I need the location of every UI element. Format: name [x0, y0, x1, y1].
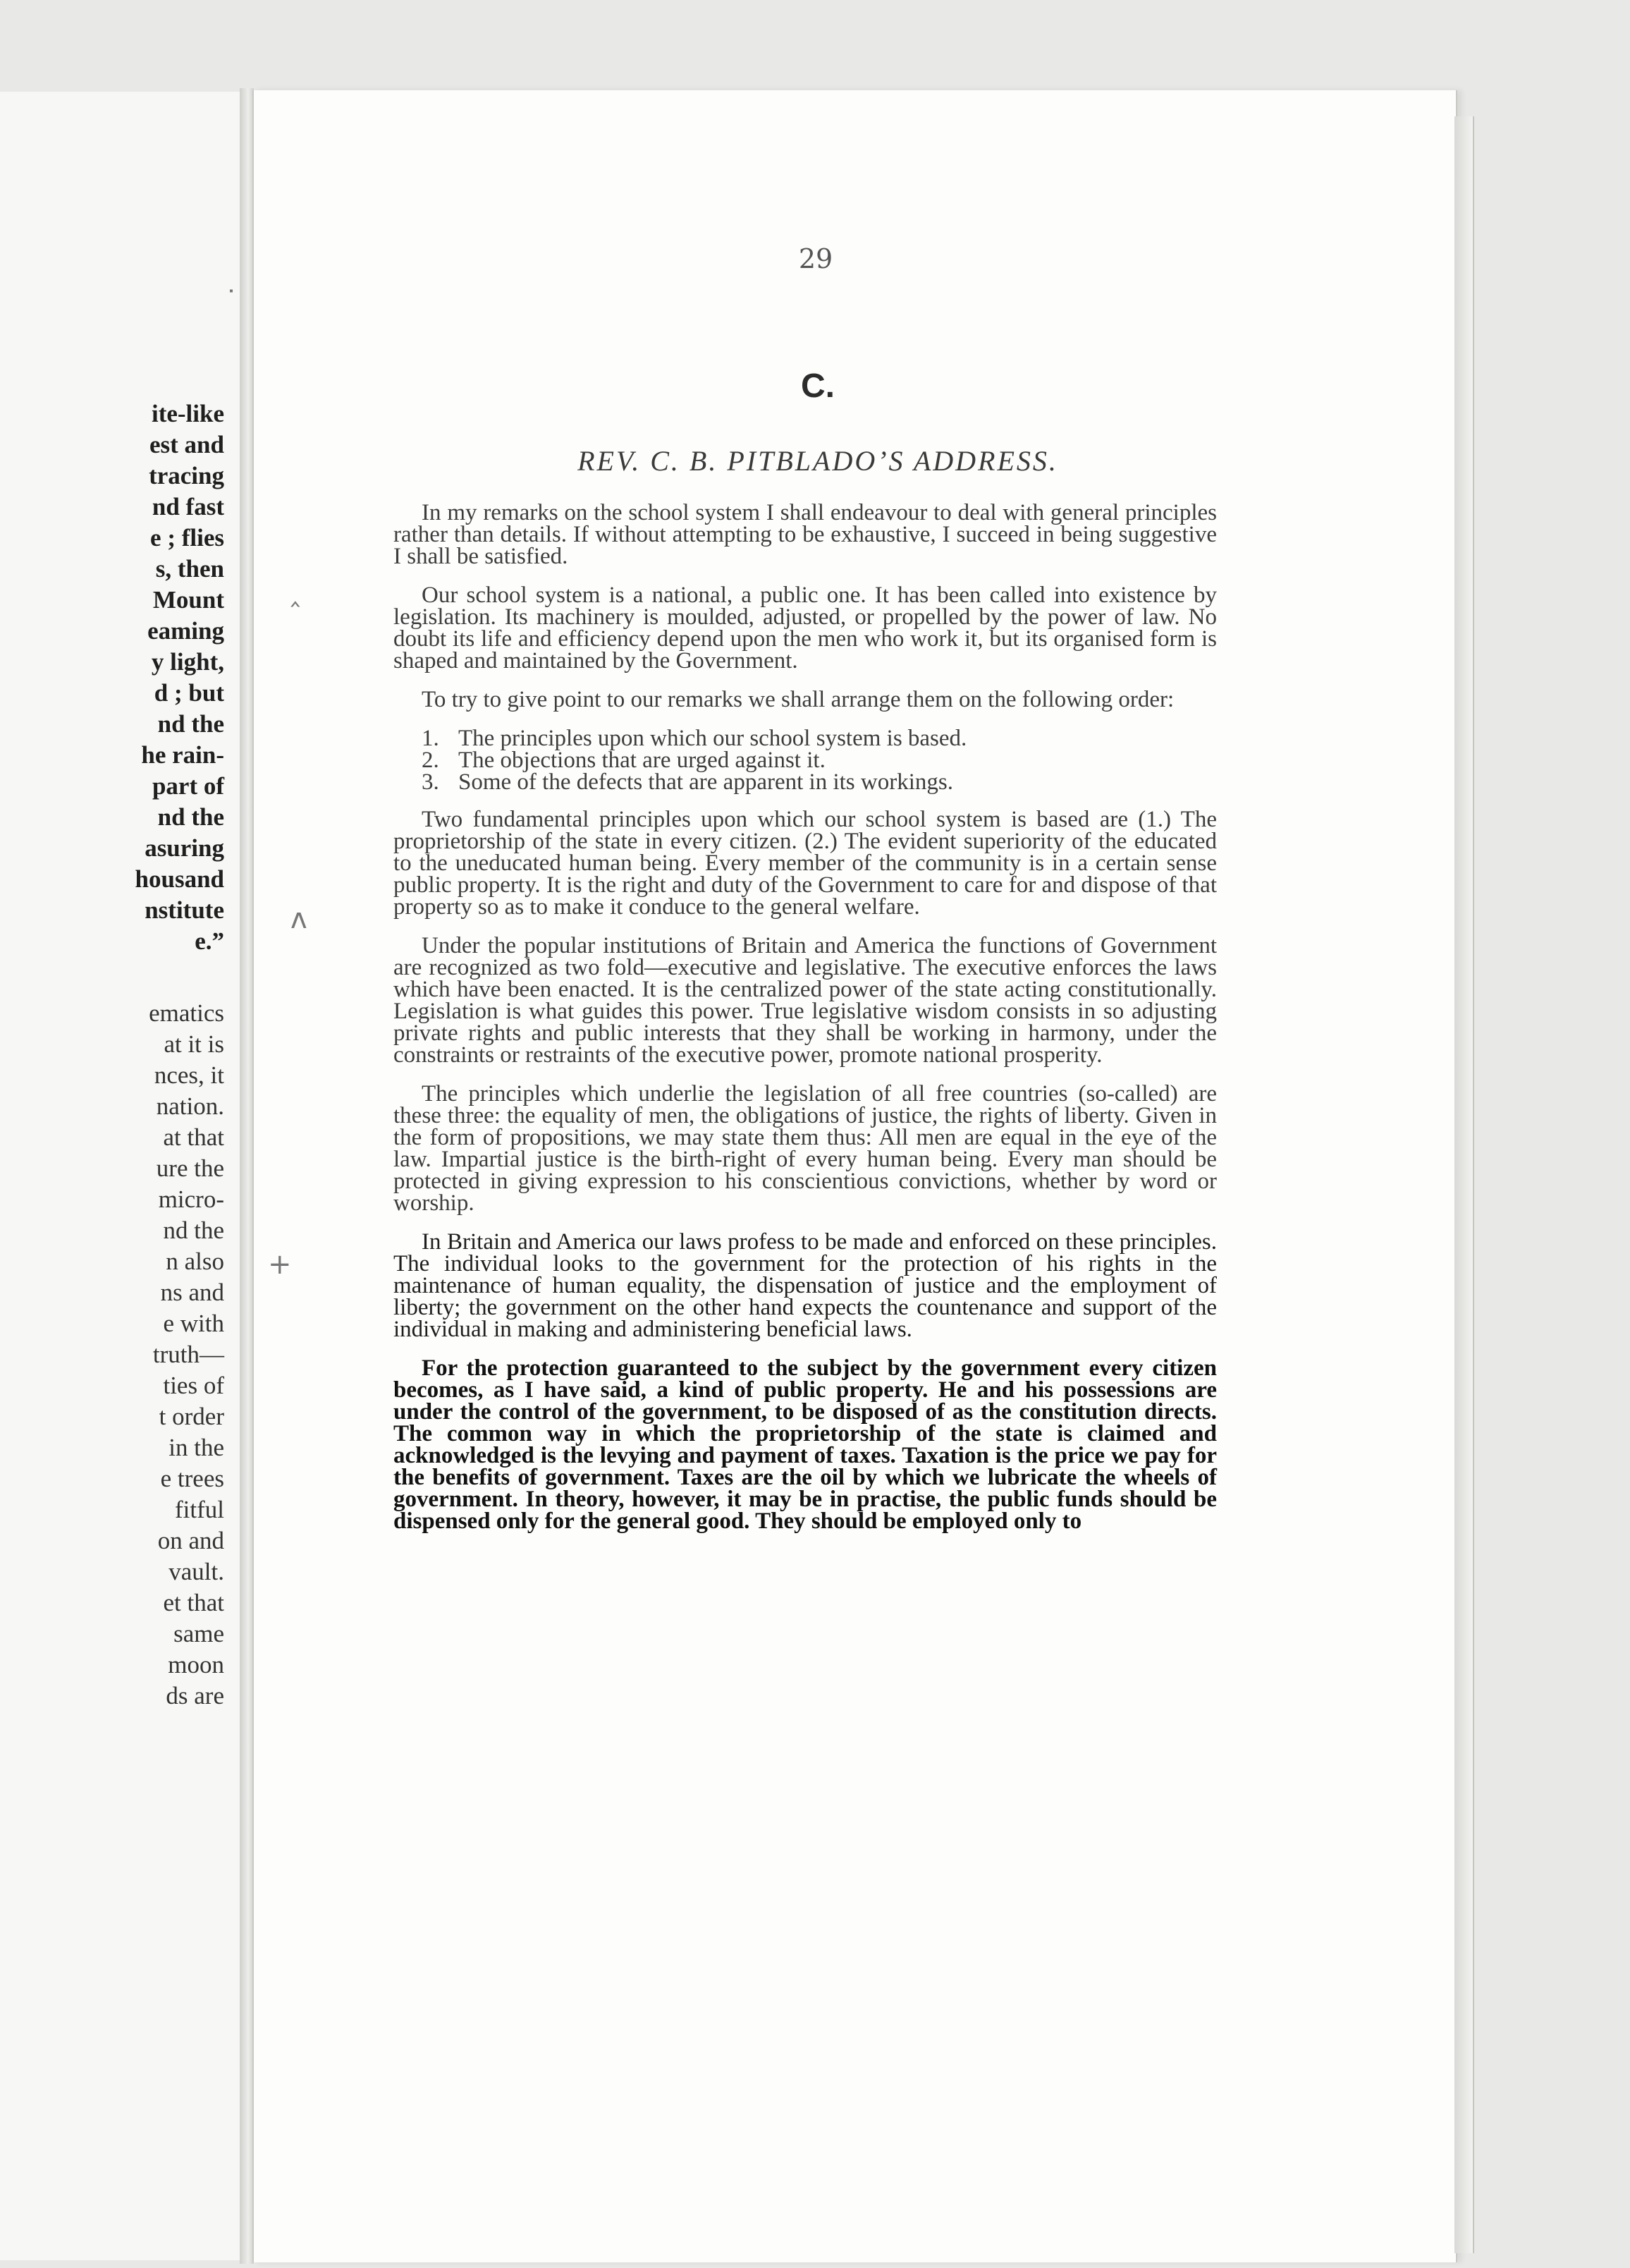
- left-page-line: et that: [163, 1589, 224, 1616]
- left-page-line: part of: [152, 772, 224, 800]
- left-column-upper: [135, 398, 224, 957]
- list-item-text: The principles upon which our school system is based.: [458, 726, 967, 751]
- left-page-fragment: [0, 92, 242, 2260]
- stray-mark-dot: ˙: [224, 286, 238, 318]
- left-page-line: nd fast: [152, 493, 224, 520]
- left-page-line: at that: [163, 1123, 224, 1151]
- page-edge: [1454, 116, 1474, 2253]
- left-page-line: he rain-: [141, 741, 224, 769]
- paragraph: The principles which underlie the legislation of all free countries (so-called) are these three: the equality of men, the obligations of justice, the rights of liberty. Given in the form of propositions, we may state them thus: All men are equal in the eye of the law. Impartial justice is the birth-right of every human being. Every man should be protected in giving expression to his conscientious convictions, whether by word or worship.: [393, 1081, 1217, 1216]
- list-item: [393, 750, 1217, 772]
- paragraph: For the protection guaranteed to the subject by the government every citizen becomes, as I have said, a kind of public property. He and his possessions are under the control of the government, to be disposed of as the constitution directs. The common way in which the proprietorship of the state is claimed and acknowledged is the levying and payment of taxes. Taxation is the price we pay for the benefits of government. Taxes are the oil by which we lubricate the wheels of government. In theory, however, it may be in practise, the public funds should be dispensed only for the general good. They should be employed only to: [393, 1355, 1217, 1534]
- paragraph: Under the popular institutions of Britain and America the functions of Government are recognized as two fold—executive and legislative. The executive enforces the laws which have been enacted. It is the centralized power of the state acting constitutionally. Legislation is what guides this power. True legislative wisdom consists in so adjusting private rights and public interests that they shall be working in harmony, under the constraints or restraints of the executive power, promote national prosperity.: [393, 933, 1217, 1068]
- list-item-number: 2.: [422, 748, 439, 773]
- left-page-line: n also: [166, 1248, 224, 1275]
- paragraph: Two fundamental principles upon which our school system is based are (1.) The proprietorship of the state in every citizen. (2.) The evident superiority of the educated to the uneducated human being. Every member of the community is in a certain sense public property. It is the right and duty of the Government to care for and dispose of that property so as to make it conduce to the general welfare.: [393, 807, 1217, 920]
- left-page-line: e.”: [195, 927, 224, 955]
- left-page-line: t order: [159, 1403, 224, 1430]
- stray-mark-cross: +: [268, 1248, 292, 1281]
- body-text: [393, 502, 1217, 1549]
- left-page-line: nd the: [157, 803, 224, 831]
- left-page-line: housand: [135, 865, 224, 893]
- left-page-line: e with: [163, 1310, 224, 1337]
- left-page-line: in the: [168, 1434, 224, 1461]
- paragraph: In Britain and America our laws profess to be made and enforced on these principles. The individual looks to the government for the protection of his rights in the maintenance of human equality, the dispensation of justice and the employment of liberty; the government on the other hand expects the countenance and support of the individual in making and administering beneficial laws.: [393, 1229, 1217, 1342]
- left-page-line: nces, it: [154, 1061, 224, 1089]
- left-page-line: ite-like: [151, 400, 224, 427]
- principles-list: [393, 728, 1217, 793]
- left-page-line: est and: [149, 431, 224, 458]
- left-page-line: nstitute: [145, 896, 224, 924]
- paragraph: Our school system is a national, a public one. It has been called into existence by legislation. Its machinery is moulded, adjusted, or propelled by the power of law. No doubt its life and efficiency depend upon the men who work it, but its organised form is shaped and maintained by the Government.: [393, 583, 1217, 673]
- paragraph: To try to give point to our remarks we shall arrange them on the following order:: [422, 687, 1175, 712]
- left-page-line: nd the: [163, 1217, 224, 1244]
- list-item-number: 1.: [422, 726, 439, 751]
- section-letter: C.: [801, 367, 835, 405]
- book-gutter: [240, 88, 254, 2264]
- stray-mark-arrow: ‸: [290, 575, 300, 607]
- left-page-line: eaming: [147, 617, 224, 645]
- list-item: [393, 769, 1217, 795]
- left-page-line: Mount: [152, 586, 224, 614]
- left-page-line: nation.: [156, 1092, 224, 1120]
- left-page-line: e trees: [160, 1465, 224, 1492]
- left-page-line: micro-: [158, 1185, 224, 1213]
- left-page-line: ties of: [163, 1372, 224, 1399]
- left-page-line: tracing: [149, 462, 224, 489]
- left-page-line: e ; flies: [150, 524, 224, 551]
- left-page-line: moon: [168, 1651, 224, 1678]
- page-number: 29: [798, 243, 833, 274]
- left-page-line: d ; but: [154, 679, 224, 707]
- left-page-line: ematics: [149, 999, 224, 1027]
- left-page-line: vault.: [168, 1558, 224, 1585]
- left-page-line: y light,: [151, 648, 224, 676]
- list-item: [393, 728, 1217, 750]
- left-page-line: nd the: [157, 710, 224, 738]
- left-page-line: ure the: [156, 1154, 224, 1182]
- left-page-line: ns and: [160, 1279, 224, 1306]
- left-page-line: fitful: [175, 1496, 224, 1523]
- list-item-text: The objections that are urged against it.: [458, 748, 826, 773]
- left-page-line: ds are: [166, 1682, 224, 1709]
- left-page-line: same: [173, 1620, 224, 1647]
- list-item-text: Some of the defects that are apparent in its workings.: [458, 769, 953, 795]
- left-page-line: truth—: [152, 1341, 224, 1368]
- left-page-line: asuring: [145, 834, 224, 862]
- stray-mark-caret: ʌ: [290, 903, 307, 935]
- list-item-number: 3.: [422, 769, 439, 795]
- left-column-lower: [149, 998, 224, 1712]
- left-page-line: on and: [157, 1527, 224, 1554]
- left-page-line: at it is: [164, 1030, 224, 1058]
- left-page-line: s, then: [155, 555, 224, 583]
- address-title: REV. C. B. PITBLADO’S ADDRESS.: [577, 445, 1058, 477]
- paragraph: In my remarks on the school system I shall endeavour to deal with general principles rather than details. If without attempting to be exhaustive, I succeed in being suggestive I shall be satisfied.: [393, 500, 1217, 569]
